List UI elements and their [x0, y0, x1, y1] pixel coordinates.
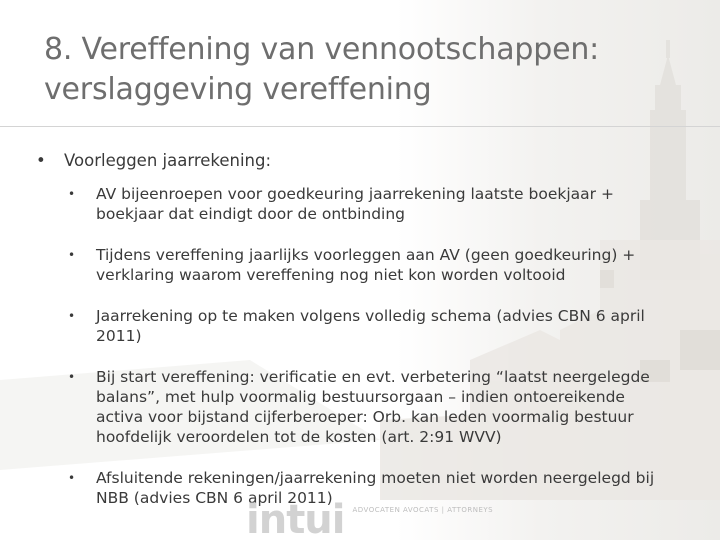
bullet-marker: • — [68, 471, 76, 485]
list-item-text: Afsluitende rekeningen/jaarrekening moeten niet worden neergelegd bij NBB (advies CBN 6 april 2011) — [96, 469, 655, 507]
bullet-marker: • — [68, 370, 76, 384]
list-item — [68, 245, 668, 285]
list-item-text: Jaarrekening op te maken volgens volledig schema (advies CBN 6 april 2011) — [96, 307, 645, 345]
bullet-marker: • — [36, 151, 46, 170]
level1-text: Voorleggen jaarrekening: — [64, 151, 272, 170]
company-logo — [246, 497, 494, 543]
title-divider — [0, 126, 720, 127]
list-item-text: Bij start vereffening: verificatie en evt. verbetering “laatst neergelegde balans”, met hulp voormalig bestuursorgaan – indien ontoereikende activa voor bijstand cijferberoeper: Orb. kan leden voormalig bestuur hoofdelijk veroordelen tot de kosten (art. 2:91 WVV) — [96, 368, 650, 446]
bullet-marker: • — [68, 248, 76, 262]
list-item-text: AV bijeenroepen voor goedkeuring jaarrekening laatste boekjaar + boekjaar dat eindigt door de ontbinding — [96, 185, 614, 223]
logo-tagline: ADVOCATEN AVOCATS | ATTORNEYS — [352, 506, 494, 514]
slide-title: 8. Vereffening van vennootschappen: verslaggeving vereffening — [44, 32, 600, 107]
list-item-text: Tijdens vereffening jaarlijks voorleggen aan AV (geen goedkeuring) + verklaring waarom vereffening nog niet kon worden voltooid — [96, 246, 636, 284]
bullet-marker: • — [68, 187, 76, 201]
logo-wordmark: intui — [246, 497, 345, 543]
level1-bullet-item — [36, 150, 271, 172]
list-item — [68, 306, 668, 346]
bullet-marker: • — [68, 309, 76, 323]
list-item — [68, 184, 668, 224]
sub-bullet-list — [68, 184, 668, 529]
list-item — [68, 367, 668, 447]
